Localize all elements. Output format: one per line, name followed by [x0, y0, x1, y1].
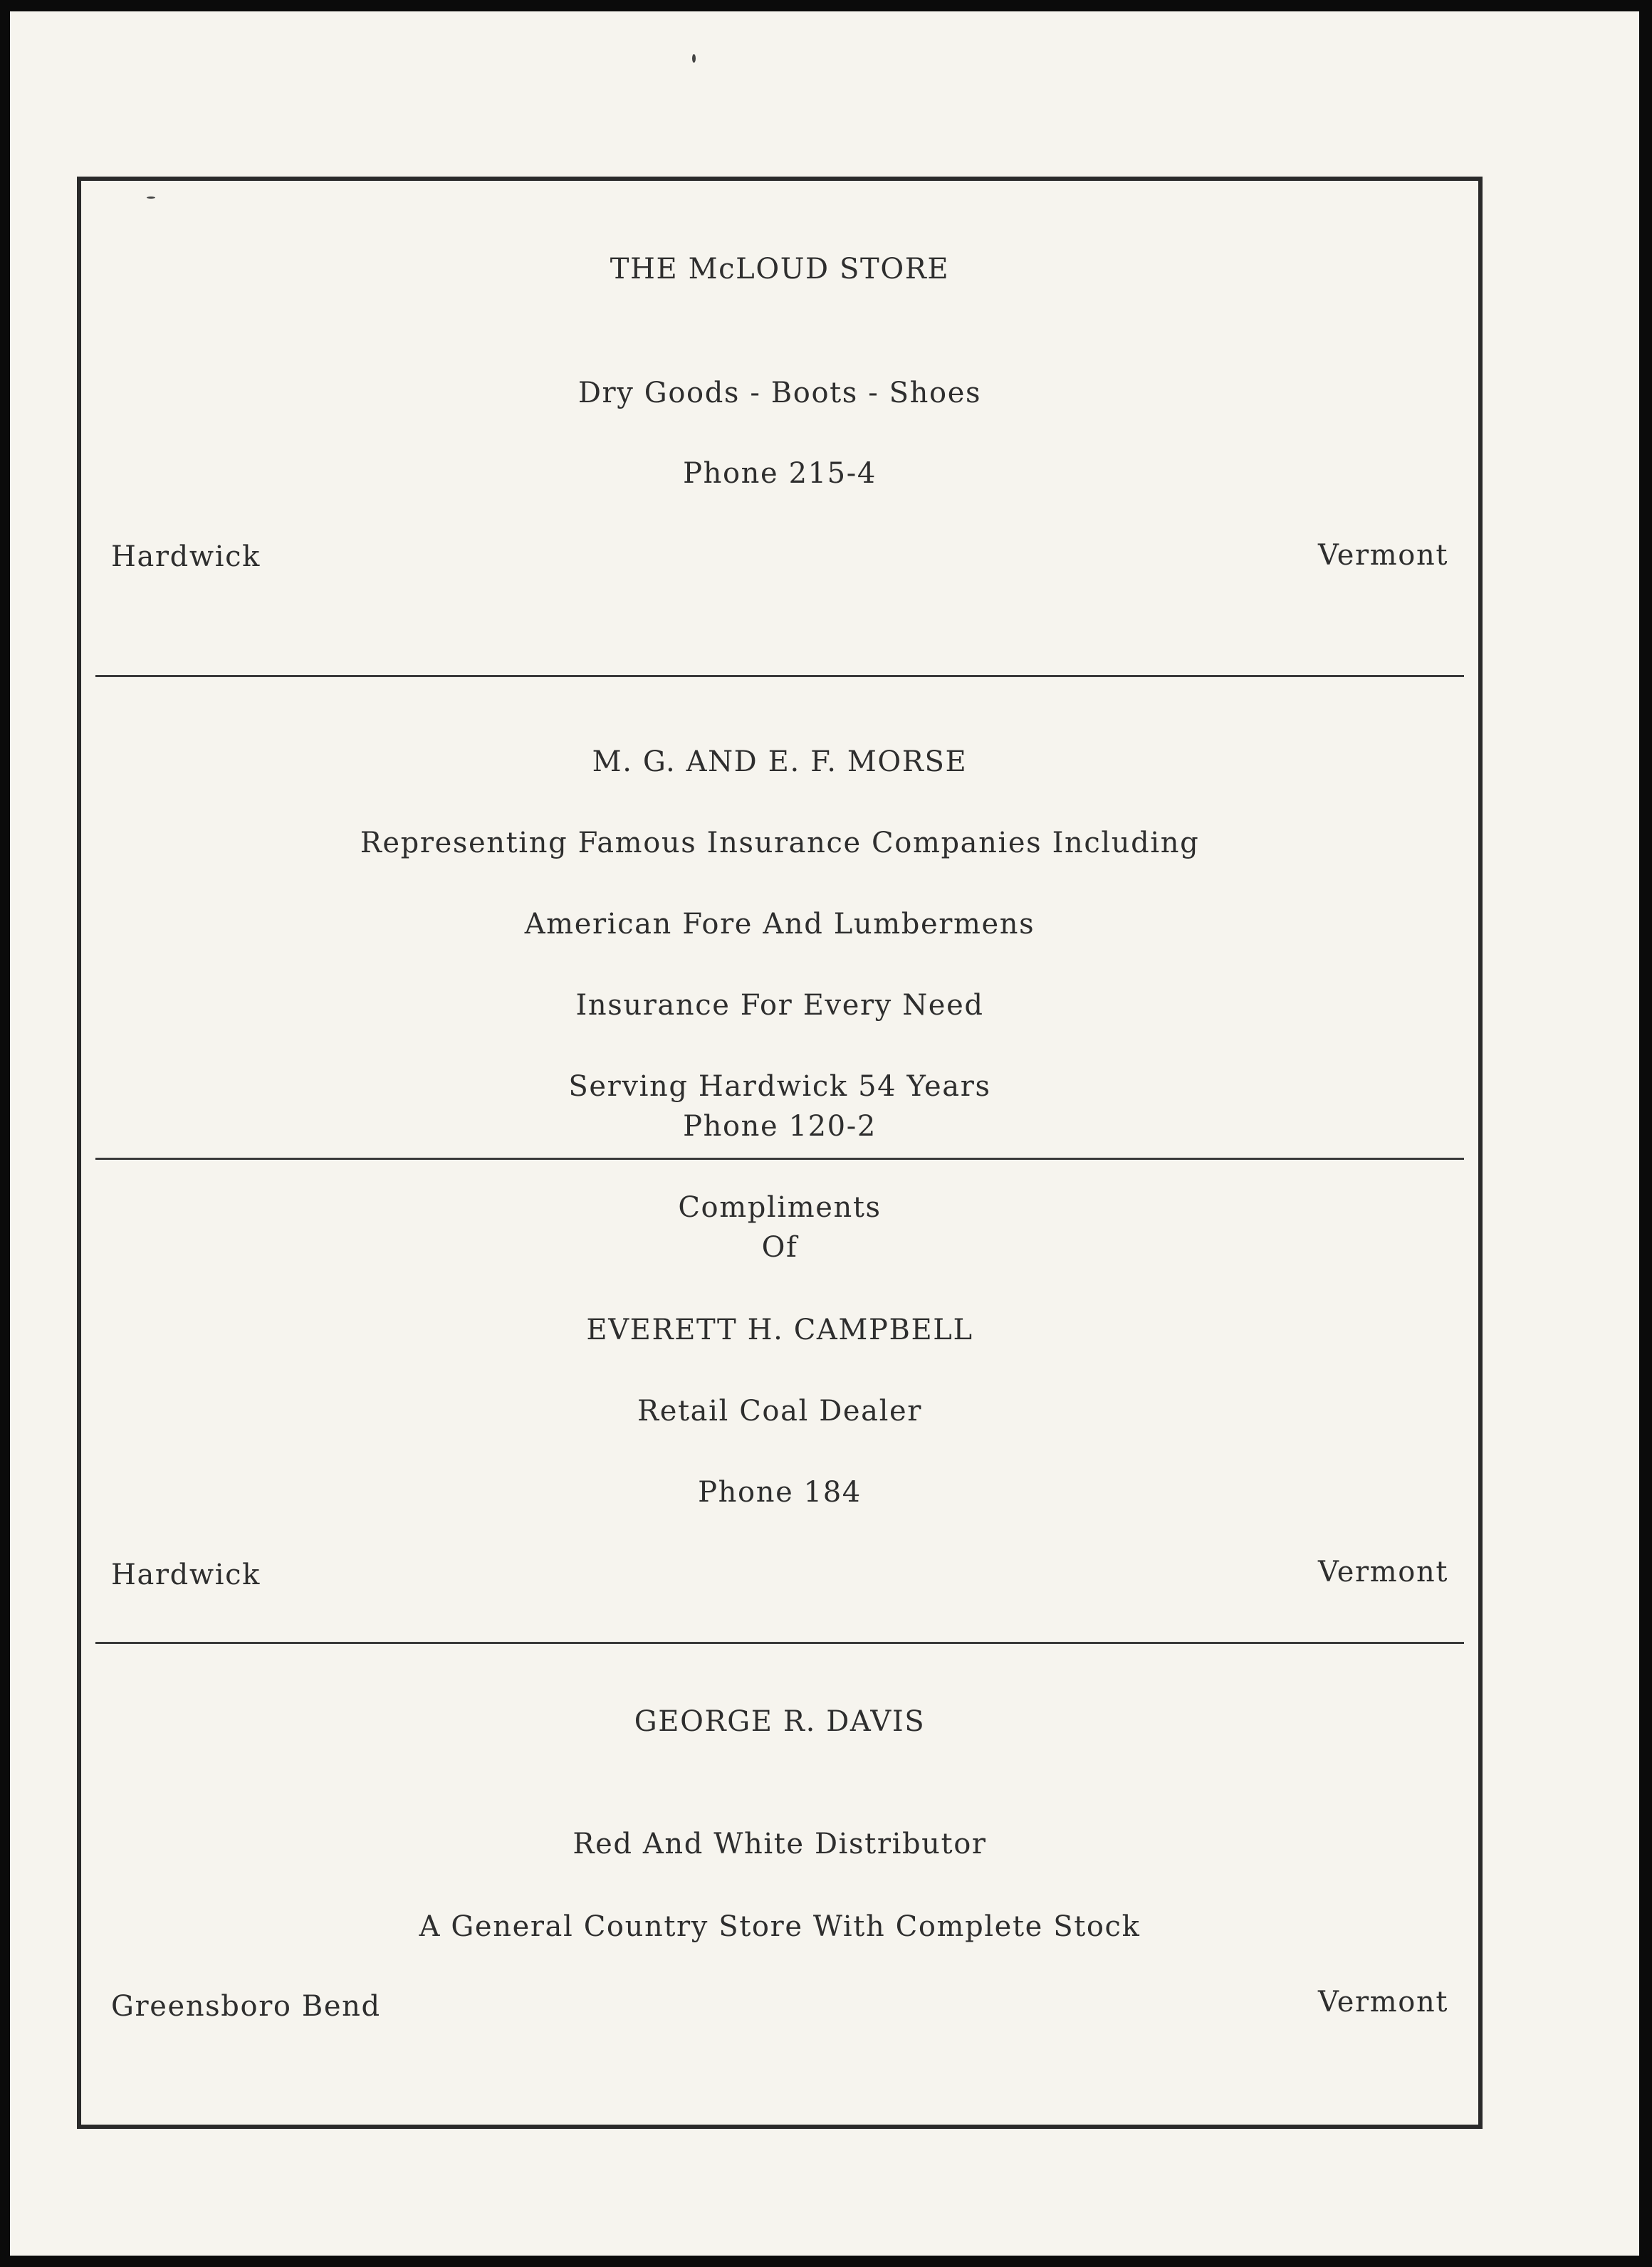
- davis-store-description: A General Country Store With Complete Stock: [419, 1910, 1141, 1943]
- morse-phone: Phone 120-2: [683, 1110, 877, 1143]
- section-divider: [95, 675, 1464, 677]
- morse-serving-years: Serving Hardwick 54 Years: [568, 1070, 991, 1103]
- mcloud-store-town: Hardwick: [111, 540, 261, 573]
- campbell-phone: Phone 184: [698, 1476, 862, 1509]
- campbell-of: Of: [761, 1231, 798, 1264]
- campbell-town: Hardwick: [111, 1559, 261, 1591]
- mcloud-store-name: THE McLOUD STORE: [610, 253, 950, 286]
- section-divider: [95, 1642, 1464, 1644]
- advertisement-frame: [77, 177, 1483, 2129]
- morse-name: M. G. AND E. F. MORSE: [592, 745, 968, 778]
- section-divider: [95, 1158, 1464, 1160]
- campbell-state: Vermont: [1317, 1556, 1448, 1588]
- document-page: [10, 11, 1639, 2256]
- campbell-name: EVERETT H. CAMPBELL: [586, 1314, 973, 1346]
- morse-representing: Representing Famous Insurance Companies Including: [360, 827, 1200, 859]
- ink-speck: [692, 54, 696, 63]
- mcloud-store-goods: Dry Goods - Boots - Shoes: [577, 377, 982, 409]
- campbell-compliments: Compliments: [678, 1191, 882, 1224]
- mcloud-store-state: Vermont: [1317, 539, 1448, 572]
- davis-name: GEORGE R. DAVIS: [634, 1705, 926, 1738]
- davis-town: Greensboro Bend: [111, 1990, 381, 2023]
- mcloud-store-phone: Phone 215-4: [683, 457, 877, 490]
- davis-state: Vermont: [1317, 1986, 1448, 2019]
- davis-distributor: Red And White Distributor: [573, 1828, 987, 1860]
- morse-companies: American Fore And Lumbermens: [524, 908, 1035, 941]
- morse-insurance-need: Insurance For Every Need: [575, 989, 984, 1022]
- campbell-business: Retail Coal Dealer: [637, 1395, 923, 1428]
